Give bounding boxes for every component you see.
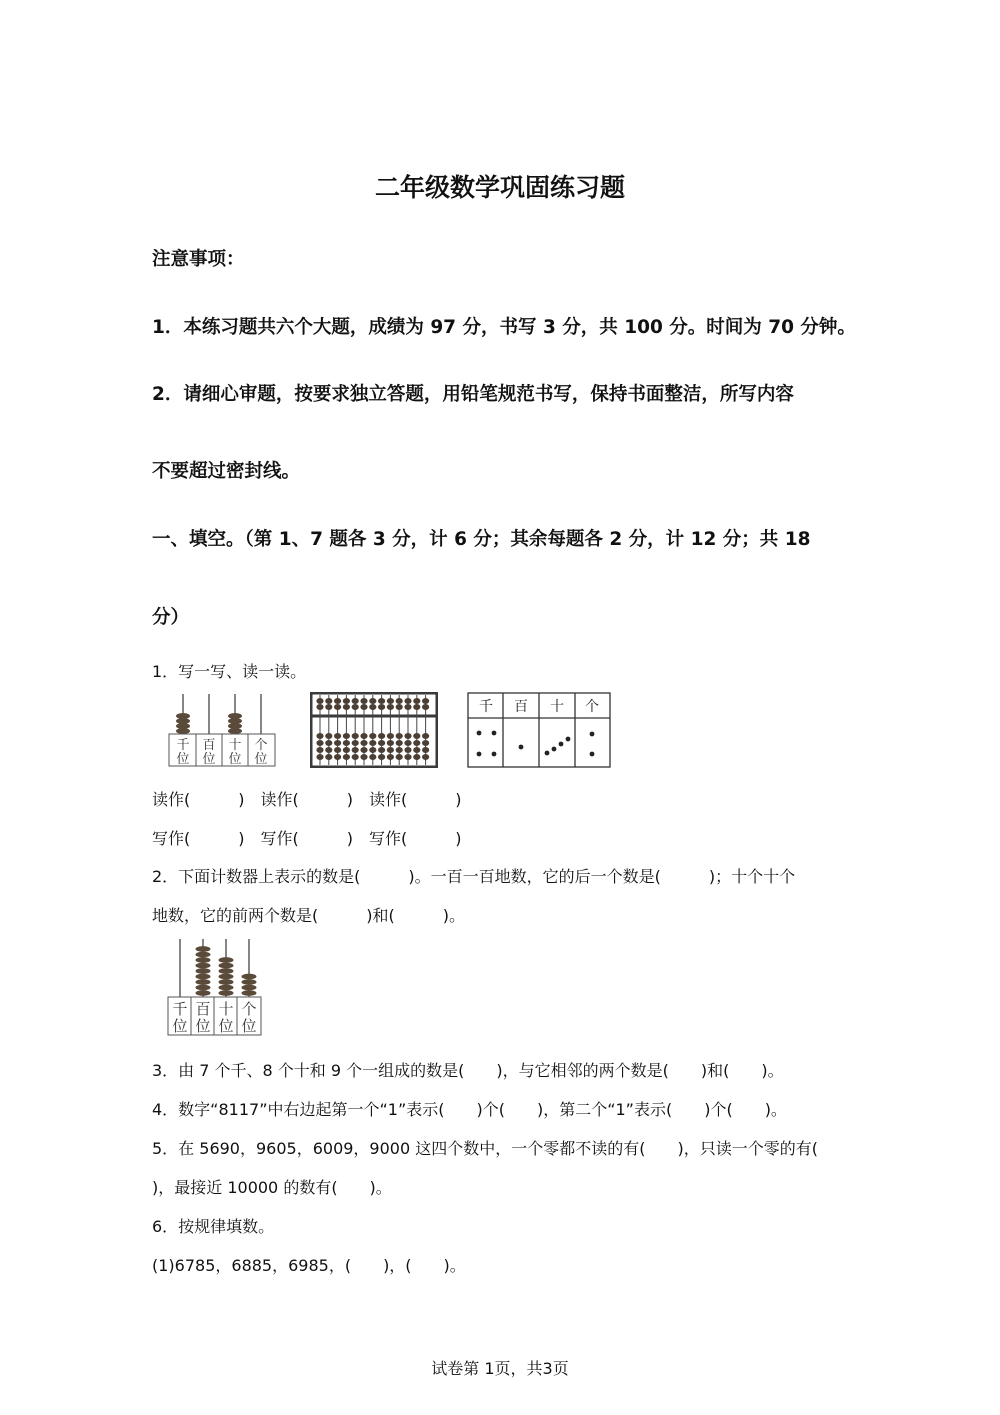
question-6: 6．按规律填数。 — [152, 1217, 275, 1236]
counter-figure-1 — [165, 692, 280, 768]
table-header-ge: 个 — [585, 699, 599, 715]
section-1-heading: 一、填空。（第 1、7 题各 3 分，计 6 分；其余每题各 2 分，计 12 分；共 18 — [152, 529, 811, 550]
counter-suffix: 位 — [176, 752, 190, 767]
page-title: 二年级数学巩固练习题 — [374, 173, 625, 202]
section-1-heading-cont: 分） — [152, 607, 190, 628]
counter-label-bai: 百 — [195, 1000, 211, 1018]
question-2-cont: 地数，它的前两个数是( )和( )。 — [152, 906, 465, 925]
counter-figure-2 — [165, 935, 265, 1037]
page-footer: 试卷第 1页，共3页 — [431, 1359, 569, 1378]
question-3: 3．由 7 个千、8 个十和 9 个一组成的数是( )，与它相邻的两个数是( )和( )。 — [152, 1061, 784, 1080]
question-5-cont: )，最接近 10000 的数有( )。 — [152, 1178, 392, 1197]
abacus-figure — [310, 692, 438, 768]
counter-label-qian: 千 — [172, 1000, 188, 1018]
question-5: 5．在 5690，9605，6009，9000 这四个数中，一个零都不读的有( )，只读一个零的有( — [152, 1139, 818, 1158]
question-4: 4．数字“8117”中右边起第一个“1”表示( )个( )，第二个“1”表示( )个( )。 — [152, 1100, 787, 1119]
table-header-qian: 千 — [479, 699, 493, 715]
notice-heading: 注意事项： — [152, 249, 245, 270]
place-value-table — [467, 692, 611, 768]
table-header-bai: 百 — [514, 699, 528, 715]
counter-label-ge: 个 — [254, 738, 268, 753]
counter-suffix: 位 — [228, 752, 242, 767]
counter-label-ge: 个 — [241, 1000, 257, 1018]
counter-suffix: 位 — [202, 752, 216, 767]
counter-suffix: 位 — [218, 1017, 234, 1035]
q1-read-line: 读作( ) 读作( ) 读作( ) — [152, 790, 462, 809]
question-6-part-1: (1)6785，6885，6985，( )，( )。 — [152, 1256, 466, 1275]
counter-suffix: 位 — [195, 1017, 211, 1035]
notice-item-1: 1．本练习题共六个大题，成绩为 97 分，书写 3 分，共 100 分。时间为 70 分钟。 — [152, 317, 856, 338]
counter-label-qian: 千 — [176, 738, 190, 753]
question-2: 2．下面计数器上表示的数是( )。一百一百地数，它的后一个数是( )；十个十个 — [152, 867, 796, 886]
counter-label-bai: 百 — [202, 738, 216, 753]
notice-item-2-line-2: 不要超过密封线。 — [152, 461, 301, 482]
counter-suffix: 位 — [241, 1017, 257, 1035]
q1-write-line: 写作( ) 写作( ) 写作( ) — [152, 829, 462, 848]
counter-label-shi: 十 — [218, 1000, 234, 1018]
question-1: 1．写一写、读一读。 — [152, 662, 307, 681]
table-header-shi: 十 — [550, 699, 564, 715]
counter-suffix: 位 — [254, 752, 268, 767]
counter-label-shi: 十 — [228, 738, 242, 753]
notice-item-2-line-1: 2．请细心审题，按要求独立答题，用铅笔规范书写，保持书面整洁，所写内容 — [152, 384, 794, 405]
counter-suffix: 位 — [172, 1017, 188, 1035]
